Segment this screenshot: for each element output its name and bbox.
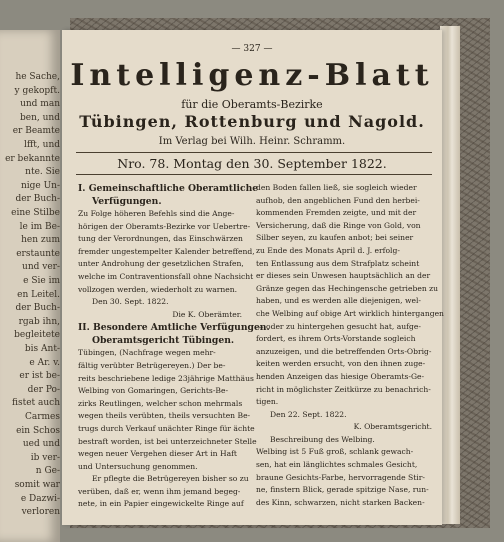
left-margin-line: ben, und (20, 112, 60, 123)
text-line: kommenden Fremden zeigte, und mit der (256, 208, 417, 218)
left-margin-line: n Ge- (35, 466, 60, 477)
text-line: che Welbing auf obige Art wirklich hintergangen (256, 308, 444, 318)
left-margin-line: lfft, und (24, 140, 60, 150)
page-number: — 327 — (231, 44, 273, 54)
rule-bottom (76, 174, 432, 175)
left-margin-line: nte. Sie (25, 167, 60, 178)
text-line: keiten werden ersucht, von den ihnen zuge- (256, 359, 426, 369)
left-margin-line: e Ar. v. (29, 357, 60, 368)
text-line: aufhob, den angeblichen Fund den herbei- (256, 195, 420, 205)
text-line: trugs durch Verkauf unächter Ringe für ächte (78, 423, 255, 433)
text-line: Welbing ist 5 Fuß groß, schlank gewach- (256, 447, 414, 457)
left-margin-line: nige Un- (20, 180, 60, 191)
left-margin-line: e Dazwi- (20, 493, 60, 504)
text-line: reits beschriebene ledige 23jährige Matthäus (78, 373, 254, 383)
issue-line: Nro. 78. Montag den 30. September 1822. (117, 156, 387, 171)
text-line: verüben, daß er, wenn ihm jemand begeg- (78, 486, 241, 496)
text-line: fremder ungestempelter Kalender betreffend, (78, 246, 255, 256)
text-line: er dieses sein Unwesen hauptsächlich an der (256, 271, 431, 281)
text-line: welche im Contraventionsfall ohne Nachsicht (78, 271, 254, 281)
left-margin-line: somit war (14, 480, 60, 490)
text-line: Gränze gegen das Hechingensche getrieben zu (256, 283, 439, 293)
left-margin-line: ein Schos (16, 425, 60, 436)
column-right (256, 182, 444, 509)
text-line: und Untersuchung genommen. (78, 461, 198, 471)
left-margin-line: und ver- (22, 262, 60, 273)
text-line: tigen. (256, 397, 279, 407)
text-line: Den 30. Sept. 1822. (92, 297, 169, 307)
text-line: fältig verübter Betrügereyen.) Der be- (78, 360, 226, 370)
section-heading: Verfügungen. (92, 196, 162, 207)
left-margin-line: und man (20, 99, 60, 110)
left-margin-line: Carmes (24, 412, 60, 422)
text-line: Er pflegte die Betrügereyen bisher so zu (92, 474, 249, 484)
text-line: bestraft worden, ist bei unterzeichneter Stelle (78, 436, 257, 446)
text-line: richt in möglichster Zeitkürze zu benachrich- (256, 384, 431, 394)
text-line: haben, und es werden alle diejenigen, wel- (256, 296, 421, 306)
masthead-title: Intelligenz-Blatt (70, 58, 434, 93)
text-line: Welbing von Gomaringen, Gerichts-Be- (78, 386, 229, 396)
rule-top (76, 152, 432, 153)
text-line: henden Anzeigen das hiesige Oberamts-Ge- (256, 371, 425, 381)
left-margin-line: ued und (22, 439, 60, 450)
text-line: des Kinn, schwarzen, nicht starken Backen- (256, 497, 425, 507)
text-line: wegen neuer Vergehen dieser Art in Haft (78, 449, 237, 459)
left-margin-line: fistet auch (11, 398, 60, 409)
left-margin-line: er ist be- (19, 371, 60, 382)
text-line: anzuzeigen, und die betreffenden Orts-Obrig- (256, 346, 432, 356)
left-margin-line: le im Be- (19, 221, 60, 232)
left-facing-page (0, 30, 60, 542)
left-margin-line: rgab ihn, (18, 316, 60, 327)
left-margin-line: verloren (21, 507, 60, 518)
text-line: nete, in ein Papier eingewickelte Ringe auf (78, 499, 244, 509)
text-line: — oder zu hintergehen gesucht hat, aufge- (256, 321, 421, 331)
text-line: unter Androhung der gesetzlichen Strafen, (78, 259, 244, 269)
left-margin-line: bis Ant- (24, 344, 60, 354)
section-heading: I. Gemeinschaftliche Oberamtliche (78, 183, 259, 194)
section-heading: II. Besondere Amtliche Verfügungen. (78, 322, 270, 334)
masthead-subtitle: für die Oberamts-Bezirke (181, 98, 323, 111)
publisher-line: Im Verlag bei Wilh. Heinr. Schramm. (158, 136, 346, 147)
text-line: Den 22. Sept. 1822. (270, 409, 347, 419)
left-margin-line: begleitete (14, 330, 60, 341)
left-margin-line: eine Stilbe (11, 208, 60, 218)
left-margin-line: der Buch- (15, 194, 60, 205)
newspaper-page (62, 30, 442, 525)
left-margin-line: er bekannte (5, 153, 60, 164)
left-margin-line: er Beamte (12, 126, 60, 137)
text-line: zu Ende des Monats April d. J. erfolg- (256, 245, 400, 255)
text-line: sen, hat ein länglichtes schmales Gesicht, (256, 460, 418, 470)
page-edges (440, 26, 460, 524)
left-margin-line: e Sie im (23, 276, 60, 286)
text-line: fordert, es ihrem Orts-Vorstande sogleich (256, 334, 416, 344)
left-margin-line: ib ver- (30, 452, 60, 463)
left-margin-line: y gekopft. (14, 85, 60, 96)
left-margin-line: hen zum (21, 235, 60, 246)
text-line: Silber seyen, zu kaufen anbot; bei seiner (256, 233, 414, 243)
text-line: den Boden fallen ließ, sie sogleich wieder (256, 183, 417, 192)
left-margin-line: der Po- (27, 384, 60, 395)
section-heading: Oberamtsgericht Tübingen. (92, 335, 235, 347)
text-line: zirks Reutlingen, welcher schon mehrmals (78, 398, 243, 408)
text-line: Beschreibung des Welbing. (270, 434, 375, 444)
left-margin-line: he Sache, (15, 72, 60, 82)
text-line: K. Oberamtsgericht. (353, 422, 432, 432)
text-line: vollzogen werden, wiederholt zu warnen. (78, 284, 238, 294)
text-line: ne, finstern Blick, gerade spitzige Nase, run- (256, 485, 429, 495)
text-line: braune Gesichts-Farbe, hervorragende Stir- (256, 472, 425, 482)
text-line: Zu Folge höheren Befehls sind die Ange- (78, 209, 235, 218)
left-margin-line: en Leitel. (17, 289, 60, 300)
masthead-places: Tübingen, Rottenburg und Nagold. (79, 112, 425, 131)
left-margin-line: der Buch- (15, 303, 60, 314)
text-line: ten Entlassung aus dem Strafplatz scheint (256, 258, 420, 268)
left-margin-line: erstaunte (16, 248, 60, 259)
text-line: wegen theils verübten, theils versuchten Be- (78, 411, 251, 421)
text-line: Versicherung, daß die Ringe von Gold, von (256, 220, 421, 230)
text-line: tung der Verordnungen, das Einschwärzen (78, 234, 243, 244)
text-line: hörigen der Oberamts-Bezirke vor Uebertre- (78, 221, 251, 231)
text-line: Tübingen, (Nachfrage wegen mehr- (78, 348, 216, 358)
text-line: Die K. Oberämter. (172, 309, 242, 319)
